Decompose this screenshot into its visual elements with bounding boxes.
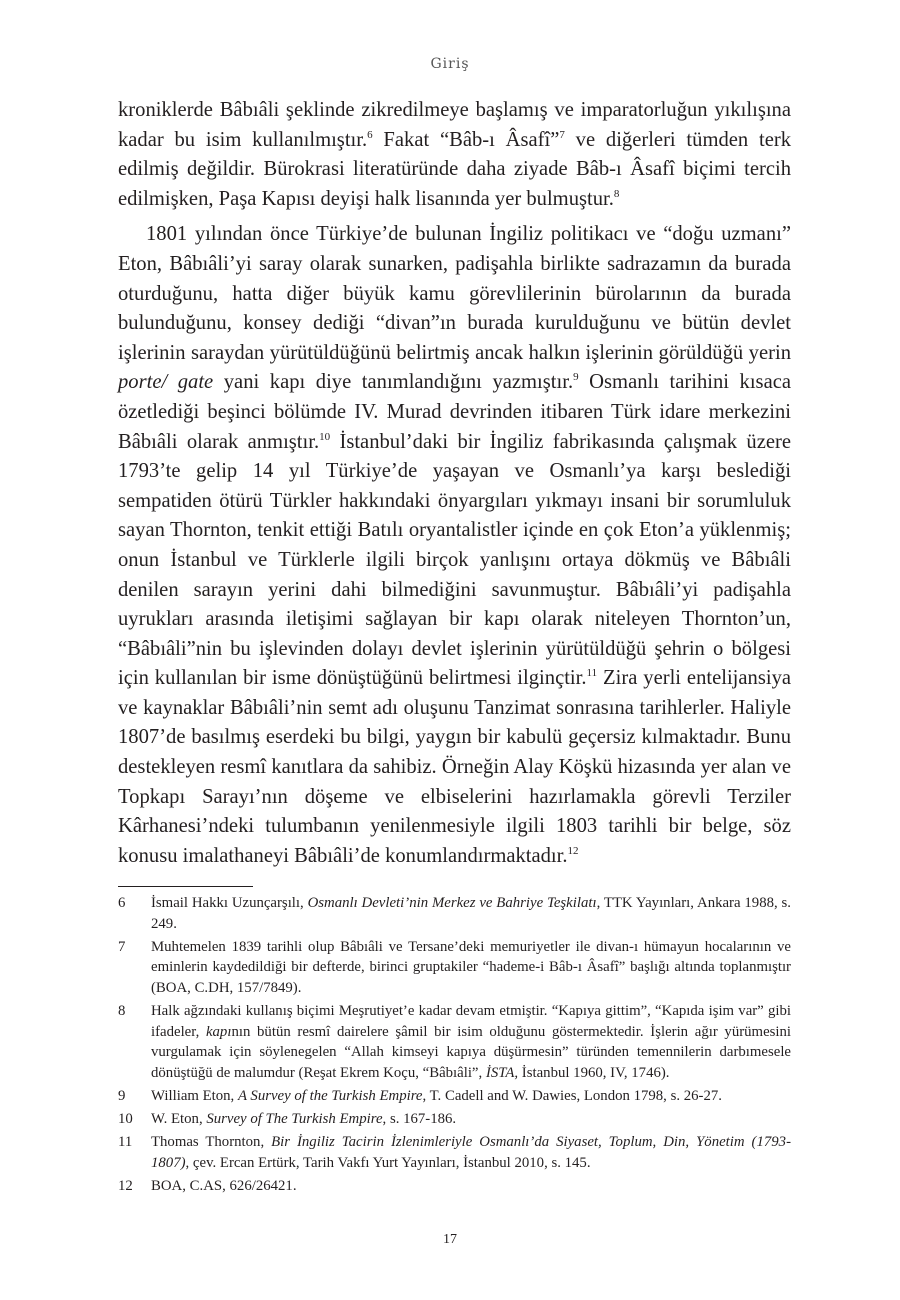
italic-text: İSTA, [485,1064,519,1081]
italic-text: Survey of The Turkish Empire [206,1110,383,1127]
footnote-number: 7 [118,938,126,955]
footnote-ref: 6 [367,128,373,141]
text-run: , s. 167-186. [382,1110,457,1127]
footnote-number: 12 [118,1177,133,1194]
footnote-ref: 12 [567,844,579,857]
footnote-text [151,1132,791,1173]
running-head: Giriş [430,56,470,72]
text-run: kroniklerde Bâbıâli şeklinde zikredilmeye başlamış ve imparatorluğun yıkılışına kadar bu isim kullanılmıştır. [118,99,791,151]
text-run: William Eton, [151,1087,238,1104]
text-run: nın bütün resmî dairelere şâmil bir isim olduğunu göstermektedir. İşlerin ağır yürümesini vurgulamak için söylenegelen “Allah kimseyi kapıya düşürmesin” türünden temennilerin darbımesele dönüştüğü de malumdur (Reşat Ekrem Koçu, “Bâbıâli”, [151,1023,792,1081]
footnote-ref: 9 [573,371,579,384]
paragraph [118,96,791,214]
text-run: Osmanlı tarihini kısaca özetlediği beşinci bölümde IV. Murad devrinden itibaren Türk idare merkezini Bâbıâli olarak anmıştır. [118,371,791,453]
italic-text: porte/ gate [118,371,214,394]
text-run: Fakat “Bâb-ı Âsafî” [372,128,560,151]
footnote-ref: 7 [559,128,565,141]
footnote-number: 9 [118,1087,126,1104]
text-run: 1801 yılından önce Türkiye’de bulunan İngiliz politikacı ve “doğu uzmanı” Eton, Bâbıâli’yi saray olarak sunarken, padişahla birlikte sadrazamın da burada oturduğunu, hatta diğer büyük kamu görevlilerinin bürolarının da burada bulunduğunu, konsey dediği “divan”ın burada kurulduğunu ve bütün devlet işlerinin saraydan yürütüldüğünü belirtmiş ancak halkın işlerinin görüldüğü yerin [118,223,791,364]
footnote-text [151,1109,791,1130]
text-run: ve diğerleri tümden terk edilmiş değildir. Bürokrasi literatüründe daha ziyade Bâb-ı Âsafî biçimi tercih edilmişken, Paşa Kapısı deyişi halk lisanında yer bulmuştur. [118,128,792,210]
page-number: 17 [443,1232,457,1247]
italic-text: A Survey of the Turkish Empire [237,1087,423,1104]
text-run: BOA, C.AS, 626/26421. [151,1177,297,1194]
footnote-number: 6 [118,895,126,911]
footnote-text [151,1001,791,1083]
footnote-ref: 11 [586,667,598,680]
footnote-7 [118,937,791,999]
footnote-text [151,893,791,934]
italic-text: Bir İngiliz Tacirin İzlenimleriyle Osmanlı’da Siyaset, Toplum, Din, Yönetim (1793-1807) [151,1134,791,1171]
footnote-text [151,1086,791,1107]
footnote-8 [118,1001,791,1083]
footnote-10 [118,1109,791,1130]
text-run: yani kapı diye tanımlandığını yazmıştır. [213,371,574,394]
footnote-9 [118,1086,791,1107]
paragraph [118,220,791,871]
footnote-12 [118,1176,791,1197]
footnote-ref: 8 [613,187,620,200]
footnote-separator [118,886,253,887]
text-run: İsmail Hakkı Uzunçarşılı, [151,895,308,911]
text-run: Thomas Thornton, [151,1134,272,1151]
footnote-11 [118,1132,791,1173]
text-run: , TTK Yayınları, Ankara 1988, s. 249. [151,895,791,932]
footnote-number: 8 [118,1002,126,1019]
text-run: İstanbul 1960, IV, 1746). [518,1064,670,1081]
footnote-ref: 10 [319,430,331,443]
text-run: İstanbul’daki bir İngiliz fabrikasında çalışmak üzere 1793’te gelip 14 yıl Türkiye’de yaşayan ve Osmanlı’ya karşı beslediği sempatiden ötürü Türkler hakkındaki önyargıları yıkmayı insani bir sorumluluk sayan Thornton, tenkit ettiği Batılı oryantalistler içinde en çok Eton’a yüklenmiş; onun İstanbul ve Türklerle ilgili birçok yanlışını ortaya dökmüş ve Bâbıâli denilen sarayın yerini dahi bilmediğini savunmuştur. Bâbıâli’yi padişahla uyrukları arasında iletişimi sağlayan bir kapı olarak niteleyen Thornton’un, “Bâbıâli”nin bu işlevinden dolayı devlet işlerinin yürütüldüğü şehrin o bölgesi için kullanılan bir isme dönüştüğünü belirtmesi ilginçtir. [118,430,791,690]
text-run: Halk ağzındaki kullanış biçimi Meşrutiyet’e kadar devam etmiştir. “Kapıya gittim”, “Kapıda işim var” gibi ifadeler, [151,1002,791,1040]
text-run: W. Eton, [151,1110,207,1127]
text-run: , T. Cadell and W. Dawies, London 1798, s. 26-27. [422,1087,722,1104]
footnote-number: 10 [118,1110,133,1127]
footnote-text [151,1176,791,1197]
body-text [118,96,791,871]
italic-text: Osmanlı Devleti’nin Merkez ve Bahriye Teşkilatı [307,895,597,911]
footnote-number: 11 [118,1134,133,1151]
footnotes [118,893,791,1199]
footnote-text [151,937,791,999]
text-run: Zira yerli entelijansiya ve kaynaklar Bâbıâli’nin semt adı oluşunu Tanzimat sonrasına tarihlerler. Haliyle 1807’de basılmış eserdeki bu bilgi, yaygın bir kabulü geçersiz kılmaktadır. Bunu destekleyen resmî kanıtlara da sahibiz. Örneğin Alay Köşkü hizasında yer alan ve Topkapı Sarayı’nın döşeme ve elbiselerini hazırlamakla görevli Terziler Kârhanesi’ndeki tulumbanın yenilenmesiyle ilgili 1803 tarihli bir belge, söz konusu imalathaneyi Bâbıâli’de konumlandırmaktadır. [118,667,792,867]
text-run: Muhtemelen 1839 tarihli olup Bâbıâli ve Tersane’deki memuriyetler ile divan-ı hümayun hocalarının ve eminlerin kaydedildiği bir defterde, birinci gruptakiler “hademe-i Bâb-ı Âsafî” başlığı altında toplanmıştır (BOA, C.DH, 157/7849). [151,938,791,996]
text-run: , çev. Ercan Ertürk, Tarih Vakfı Yurt Yayınları, İstanbul 2010, s. 145. [185,1154,591,1171]
italic-text: kapı [205,1023,232,1040]
footnote-6 [118,893,791,934]
